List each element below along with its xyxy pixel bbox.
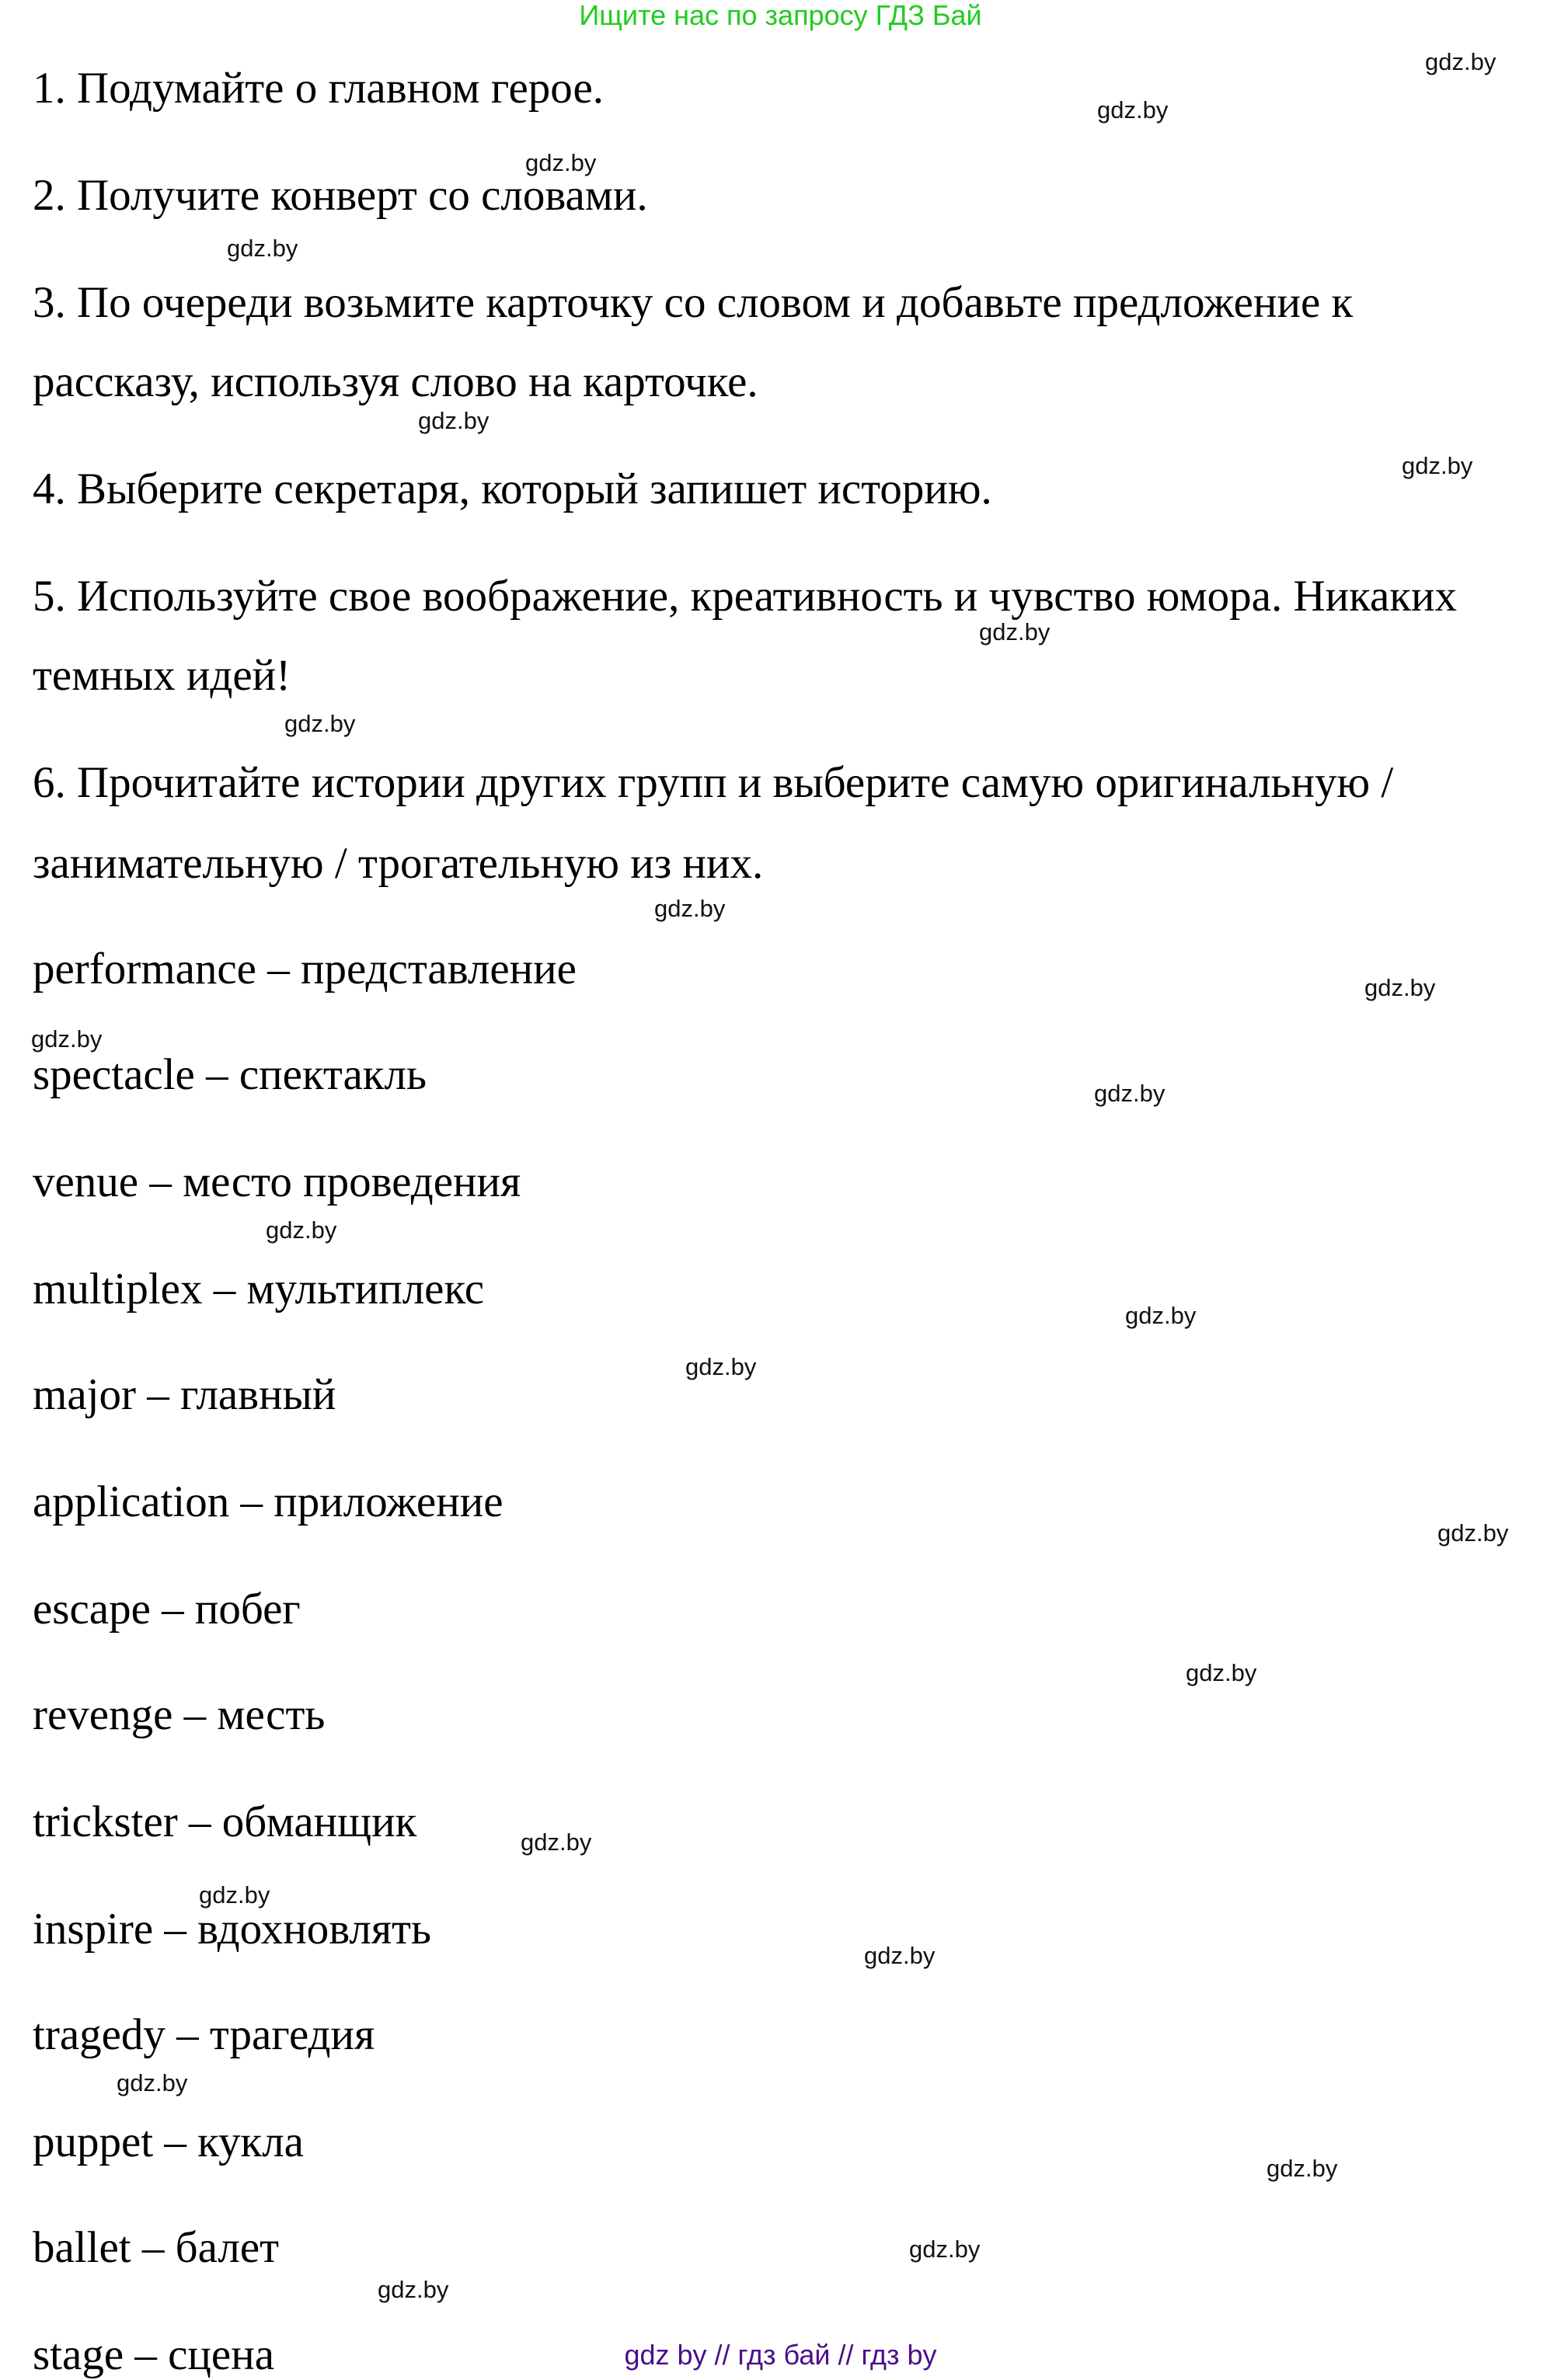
instruction-line: темных идей! xyxy=(33,651,291,700)
watermark: gdz.by xyxy=(521,1828,592,1856)
watermark: gdz.by xyxy=(909,2236,981,2263)
watermark: gdz.by xyxy=(525,149,597,176)
watermark: gdz.by xyxy=(1267,2155,1338,2182)
instruction-line: 6. Прочитайте истории других групп и выберите самую оригинальную / xyxy=(33,758,1394,807)
watermark: gdz.by xyxy=(378,2276,449,2303)
vocab-item: multiplex – мультиплекс xyxy=(33,1265,485,1314)
watermark: gdz.by xyxy=(31,1025,103,1053)
watermark: gdz.by xyxy=(979,618,1051,645)
instruction-line: 4. Выберите секретаря, который запишет историю. xyxy=(33,465,992,513)
watermark: gdz.by xyxy=(284,710,356,737)
instruction-line: 1. Подумайте о главном герое. xyxy=(33,64,605,113)
vocab-item: ballet – балет xyxy=(33,2223,280,2272)
watermark: gdz.by xyxy=(1364,974,1436,1001)
watermark: gdz.by xyxy=(1437,1519,1509,1547)
watermark: gdz.by xyxy=(266,1216,337,1244)
vocab-item: major – главный xyxy=(33,1370,336,1419)
vocab-item: puppet – кукла xyxy=(33,2117,304,2166)
watermark: gdz.by xyxy=(1402,452,1473,479)
instruction-line: 5. Используйте свое воображение, креативность и чувство юмора. Никаких xyxy=(33,572,1457,621)
watermark: gdz.by xyxy=(227,235,298,262)
vocab-item: trickster – обманщик xyxy=(33,1797,417,1846)
instruction-line: рассказу, используя слово на карточке. xyxy=(33,357,758,406)
vocab-item: escape – побег xyxy=(33,1585,301,1634)
instruction-line: занимательную / трогательную из них. xyxy=(33,839,764,888)
watermark: gdz.by xyxy=(199,1881,270,1909)
watermark: gdz.by xyxy=(864,1942,936,1969)
vocab-item: performance – представление xyxy=(33,945,577,993)
vocab-item: stage – сцена xyxy=(33,2330,275,2379)
vocab-item: tragedy – трагедия xyxy=(33,2010,375,2059)
vocab-item: venue – место проведения xyxy=(33,1157,521,1206)
watermark: gdz.by xyxy=(1125,1302,1197,1329)
watermark: gdz.by xyxy=(1425,48,1497,75)
footer-links[interactable]: gdz by // гдз бай // гдз by xyxy=(624,2339,937,2371)
vocab-item: inspire – вдохновлять xyxy=(33,1905,431,1954)
watermark: gdz.by xyxy=(1186,1659,1257,1686)
search-banner: Ищите нас по запросу ГДЗ Бай xyxy=(579,0,982,31)
watermark: gdz.by xyxy=(117,2069,188,2096)
vocab-item: spectacle – спектакль xyxy=(33,1050,427,1099)
instruction-line: 3. По очереди возьмите карточку со словом и добавьте предложение к xyxy=(33,278,1354,327)
watermark: gdz.by xyxy=(654,895,726,922)
watermark: gdz.by xyxy=(418,407,490,434)
instruction-line: 2. Получите конверт со словами. xyxy=(33,171,648,220)
vocab-item: application – приложение xyxy=(33,1477,503,1526)
vocab-item: revenge – месть xyxy=(33,1690,326,1739)
watermark: gdz.by xyxy=(685,1353,757,1380)
watermark: gdz.by xyxy=(1094,1080,1166,1107)
watermark: gdz.by xyxy=(1097,96,1169,124)
